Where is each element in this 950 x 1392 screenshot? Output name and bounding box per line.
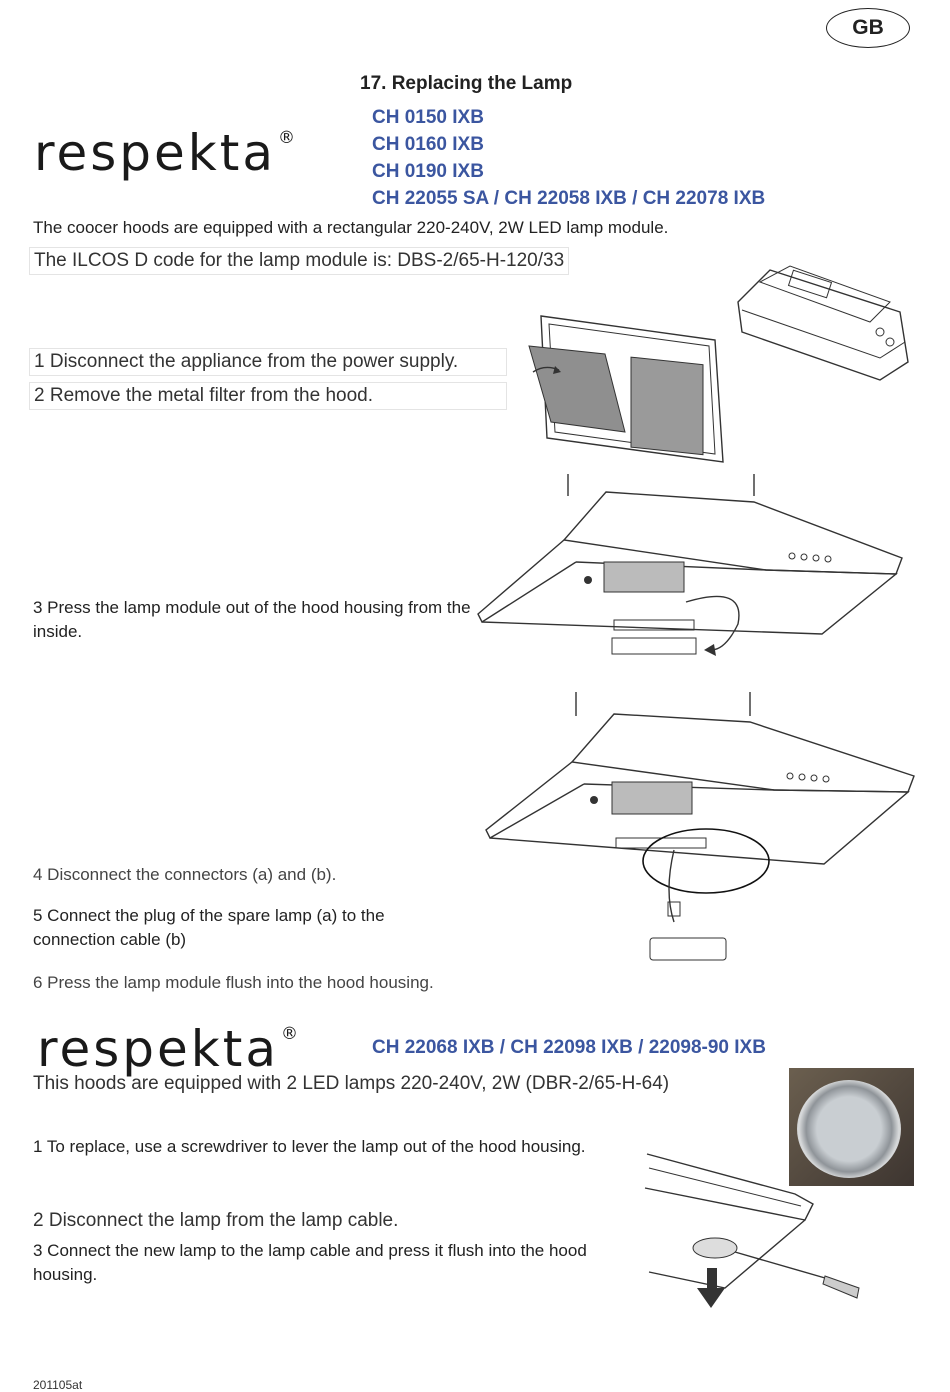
section-title: 17. Replacing the Lamp bbox=[360, 73, 573, 94]
step-2-1: 1 To replace, use a screwdriver to lever the lamp out of the hood housing. bbox=[33, 1137, 586, 1156]
step-3: 3 Press the lamp module out of the hood housing from the inside. bbox=[33, 598, 471, 641]
hood-connector-illustration bbox=[484, 692, 914, 962]
step-5: 5 Connect the plug of the spare lamp (a) to the connection cable (b) bbox=[33, 906, 385, 949]
step-2-3: 3 Connect the new lamp to the lamp cable and press it flush into the hood housing. bbox=[33, 1241, 587, 1284]
intro-text-2: This hoods are equipped with 2 LED lamps 220-240V, 2W (DBR-2/65-H-64) bbox=[33, 1073, 670, 1094]
model-line-5: CH 22068 IXB / CH 22098 IXB / 22098-90 IXB bbox=[372, 1037, 766, 1058]
step-2-2: 2 Disconnect the lamp from the lamp cable. bbox=[33, 1210, 399, 1231]
ilcos-code-text: The ILCOS D code for the lamp module is: DBS-2/65-H-120/33 bbox=[29, 247, 569, 275]
metal-filter-illustration bbox=[525, 312, 735, 467]
lamp-module-illustration bbox=[730, 262, 915, 387]
screwdriver-illustration bbox=[645, 1148, 870, 1316]
brand-logo-2: respekta ® bbox=[37, 1020, 298, 1078]
brand-logo: respekta ® bbox=[34, 124, 295, 182]
hood-illustration bbox=[476, 474, 906, 659]
model-line-3: CH 0190 IXB bbox=[372, 161, 484, 182]
model-line-4: CH 22055 SA / CH 22058 IXB / CH 22078 IXB bbox=[372, 188, 766, 209]
model-line-1: CH 0150 IXB bbox=[372, 107, 484, 128]
step-1: 1 Disconnect the appliance from the power supply. bbox=[29, 348, 507, 376]
step-6: 6 Press the lamp module flush into the hood housing. bbox=[33, 973, 434, 992]
language-badge: GB bbox=[826, 8, 910, 48]
footer-code: 201105at bbox=[33, 1378, 83, 1392]
step-2: 2 Remove the metal filter from the hood. bbox=[29, 382, 507, 410]
model-line-2: CH 0160 IXB bbox=[372, 134, 484, 155]
intro-text: The coocer hoods are equipped with a rectangular 220-240V, 2W LED lamp module. bbox=[33, 218, 669, 237]
step-4: 4 Disconnect the connectors (a) and (b). bbox=[33, 865, 337, 884]
